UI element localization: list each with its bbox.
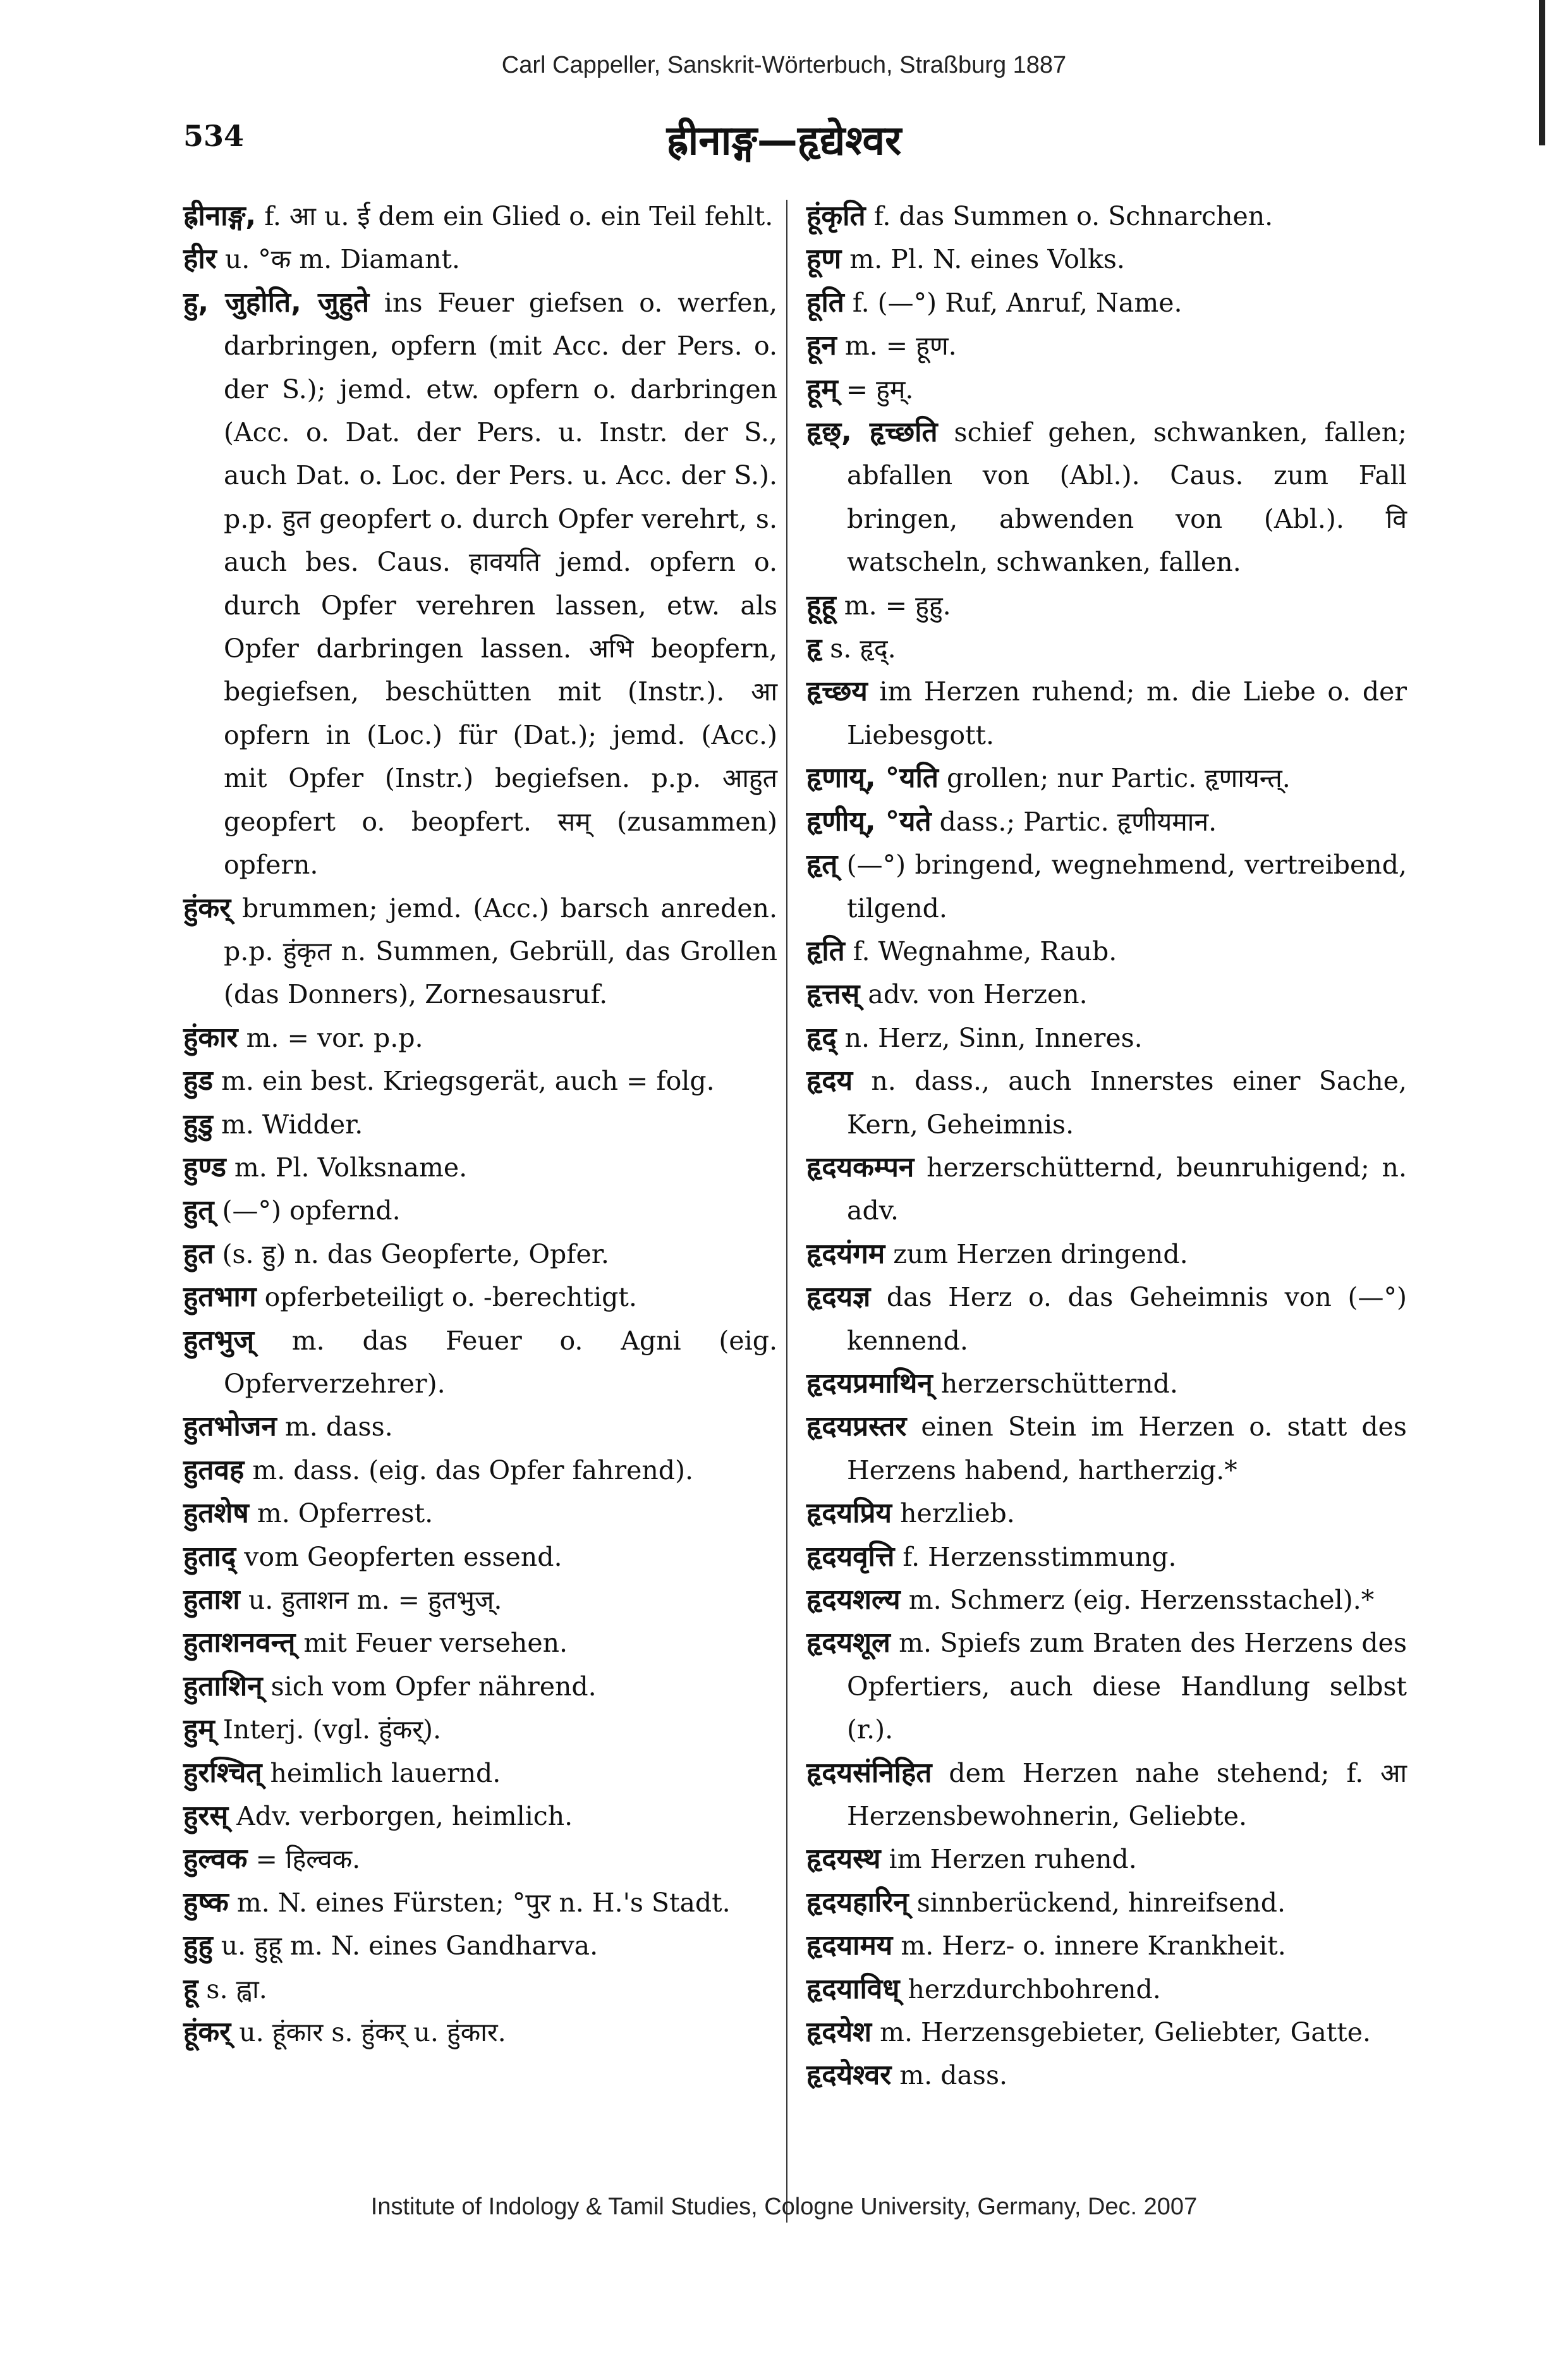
dictionary-entry xyxy=(806,973,1407,1016)
entry-definition: m. Schmerz (eig. Herzensstachel).* xyxy=(908,1585,1375,1615)
dictionary-entry xyxy=(183,1492,777,1535)
entry-definition: = हिल्वक. xyxy=(255,1844,361,1875)
entry-headword: हू xyxy=(183,1972,198,2005)
entry-headword: हृदय xyxy=(806,1065,853,1097)
dictionary-entry xyxy=(806,2054,1407,2097)
entry-headword: हृदयशल्य xyxy=(806,1583,901,1616)
dictionary-entry xyxy=(806,1362,1407,1405)
dictionary-entry xyxy=(183,1881,777,1924)
entry-definition: im Herzen ruhend. xyxy=(889,1844,1137,1875)
dictionary-entry xyxy=(806,1881,1407,1924)
entry-headword: हुतशेष xyxy=(183,1497,249,1530)
header-credit: Carl Cappeller, Sanskrit-Wörterbuch, Straßburg 1887 xyxy=(501,52,1067,78)
entry-headword: हुतभुज् xyxy=(183,1324,255,1357)
entry-definition: m. dass. xyxy=(899,2060,1008,2091)
dictionary-entry xyxy=(183,238,777,281)
entry-definition: einen Stein im Herzen o. statt des Herzens habend, hartherzig.* xyxy=(847,1412,1407,1486)
entry-headword: हुत् xyxy=(183,1194,214,1227)
entry-headword: हुतभाग xyxy=(183,1281,257,1314)
entry-headword: हुष्क xyxy=(183,1886,229,1919)
entry-headword: हूंकृति xyxy=(806,200,866,232)
dictionary-entry xyxy=(183,281,777,887)
dictionary-entry xyxy=(806,1924,1407,1967)
entry-definition: f. das Summen o. Schnarchen. xyxy=(873,201,1273,231)
entry-definition: m. Herz- o. innere Krankheit. xyxy=(901,1931,1286,1961)
entry-definition: f. Wegnahme, Raub. xyxy=(853,936,1117,967)
dictionary-entry xyxy=(183,1838,777,1881)
entry-headword: हृदयहारिन् xyxy=(806,1886,909,1919)
entry-definition: s. ह्वा. xyxy=(206,1974,267,2004)
dictionary-entry xyxy=(183,1146,777,1189)
entry-definition: n. dass., auch Innerstes einer Sache, Kern, Geheimnis. xyxy=(847,1066,1407,1140)
entry-definition: sich vom Opfer nährend. xyxy=(270,1671,597,1702)
dictionary-entry xyxy=(806,195,1407,238)
entry-definition: zum Herzen dringend. xyxy=(893,1238,1188,1269)
entry-headword: हृद् xyxy=(806,1021,837,1054)
entry-headword: हुण्ड xyxy=(183,1150,226,1183)
entry-headword: हृदयस्थ xyxy=(806,1843,881,1876)
entry-headword: हु, जुहोति, जुहुते xyxy=(183,286,370,319)
running-head: ह्रीनाङ्ग—हृद्येश्वर xyxy=(666,118,902,164)
entry-definition: m. dass. xyxy=(284,1412,393,1443)
entry-headword: हृदयप्रस्तर xyxy=(806,1410,907,1443)
entry-headword: हूहू xyxy=(806,589,836,621)
entry-definition: u. हुहू m. N. eines Gandharva. xyxy=(221,1931,599,1961)
column-divider xyxy=(786,200,787,2223)
entry-headword: हुताश xyxy=(183,1583,240,1616)
dictionary-entry xyxy=(806,1059,1407,1146)
entry-definition: m. das Feuer o. Agni (eig. Opferverzehrer). xyxy=(224,1325,777,1399)
entry-headword: हृत्तस् xyxy=(806,978,860,1011)
dictionary-entry xyxy=(806,627,1407,670)
dictionary-entry xyxy=(806,757,1407,800)
entry-definition: brummen; jemd. (Acc.) barsch anreden. p.p. हुंकृत n. Summen, Gebrüll, das Grollen (das Donners), Zornesausruf. xyxy=(224,893,777,1010)
page-number: 534 xyxy=(183,119,245,153)
entry-headword: हृदयकम्पन xyxy=(806,1150,915,1183)
entry-definition: opferbeteiligt o. -berechtigt. xyxy=(264,1282,637,1313)
entry-definition: m. Pl. Volksname. xyxy=(234,1152,468,1183)
entry-headword: हुंकर् xyxy=(183,891,231,924)
entry-definition: mit Feuer versehen. xyxy=(303,1628,568,1659)
dictionary-entry xyxy=(806,1276,1407,1362)
entry-headword: हुहु xyxy=(183,1929,213,1962)
dictionary-entry xyxy=(806,800,1407,843)
dictionary-entry xyxy=(183,1795,777,1838)
entry-definition: n. Herz, Sinn, Inneres. xyxy=(844,1022,1143,1053)
entry-definition: (s. हु) n. das Geopferte, Opfer. xyxy=(222,1238,609,1269)
entry-headword: हुडु xyxy=(183,1107,213,1140)
dictionary-entry xyxy=(183,1449,777,1492)
entry-definition: m. Pl. N. eines Volks. xyxy=(849,244,1125,275)
entry-headword: हृदयशूल xyxy=(806,1626,890,1659)
dictionary-entry xyxy=(806,368,1407,411)
dictionary-entry xyxy=(806,1146,1407,1233)
entry-definition: Adv. verborgen, heimlich. xyxy=(236,1801,573,1832)
right-column xyxy=(806,195,1407,2097)
dictionary-entry xyxy=(806,1621,1407,1751)
entry-definition: m. Opferrest. xyxy=(257,1498,434,1529)
entry-headword: हृदयसंनिहित xyxy=(806,1756,932,1789)
entry-definition: herzdurchbohrend. xyxy=(908,1974,1161,2004)
dictionary-entry xyxy=(183,1016,777,1059)
entry-definition: m. = हुहु. xyxy=(844,590,951,621)
entry-definition: m. Widder. xyxy=(221,1109,363,1140)
entry-definition: das Herz o. das Geheimnis von (—°) kennend. xyxy=(847,1282,1407,1356)
entry-headword: हृति xyxy=(806,934,845,967)
entry-headword: हृदयेश्वर xyxy=(806,2059,892,2092)
dictionary-entry xyxy=(183,195,777,238)
entry-headword: हृदयप्रिय xyxy=(806,1497,892,1530)
dictionary-entry xyxy=(183,1708,777,1751)
dictionary-entry xyxy=(806,1405,1407,1492)
entry-definition: f. (—°) Ruf, Anruf, Name. xyxy=(852,287,1182,318)
dictionary-entry xyxy=(183,1924,777,1967)
dictionary-entry xyxy=(183,1276,777,1319)
entry-headword: हृणाय्, °यति xyxy=(806,762,939,795)
dictionary-entry xyxy=(183,1319,777,1406)
entry-headword: हुतवह xyxy=(183,1453,245,1486)
entry-headword: हुतभोजन xyxy=(183,1410,277,1443)
entry-headword: हुताद् xyxy=(183,1540,236,1573)
dictionary-entry xyxy=(806,1016,1407,1059)
entry-definition: dem Herzen nahe stehend; f. आ Herzensbewohnerin, Geliebte. xyxy=(847,1757,1407,1832)
entry-definition: ins Feuer giefsen o. werfen, darbringen, opfern (mit Acc. der Pers. o. der S.); jemd. etw. opfern o. darbringen (Acc. o. Dat. der Pers. u. Instr. der S., auch Dat. o. Loc. der Pers. u. Acc. der S.). p.p. हुत geopfert o. durch Opfer verehrt, s. auch bes. Caus. हावयति jemd. opfern o. durch Opfer verehren lassen, etw. als Opfer darbringen lassen. अभि beopfern, begiefsen, beschütten mit (Instr.). आ opfern in (Loc.) für (Dat.); jemd. (Acc.) mit Opfer (Instr.) begiefsen. p.p. आहुत geopfert o. beopfert. सम् (zusammen) opfern. xyxy=(224,287,777,881)
entry-definition: m. Herzensgebieter, Geliebter, Gatte. xyxy=(880,2017,1371,2048)
footer-credit: Institute of Indology & Tamil Studies, Cologne University, Germany, Dec. 2007 xyxy=(370,2193,1198,2220)
entry-definition: f. Herzensstimmung. xyxy=(903,1541,1177,1572)
dictionary-entry xyxy=(183,1665,777,1708)
entry-headword: हृदयप्रमाथिन् xyxy=(806,1367,933,1400)
entry-definition: m. = हूण. xyxy=(844,331,957,362)
entry-headword: हुताशिन् xyxy=(183,1669,263,1702)
entry-headword: हुताशनवन्त् xyxy=(183,1626,296,1659)
dictionary-entry xyxy=(806,1752,1407,1838)
entry-definition: adv. von Herzen. xyxy=(868,979,1088,1010)
entry-definition: im Herzen ruhend; m. die Liebe o. der Liebesgott. xyxy=(847,676,1407,750)
entry-headword: हृदयेश xyxy=(806,2016,872,2049)
entry-definition: Interj. (vgl. हुंकर्). xyxy=(222,1714,442,1745)
entry-definition: u. हूंकार s. हुंकर् u. हुंकार. xyxy=(239,2017,506,2048)
entry-headword: हीर xyxy=(183,243,217,276)
dictionary-entry xyxy=(806,281,1407,324)
entry-definition: (—°) opfernd. xyxy=(222,1195,401,1226)
dictionary-entry xyxy=(806,238,1407,281)
entry-definition: s. हृद्. xyxy=(830,633,896,664)
entry-headword: हृदयवृत्ति xyxy=(806,1540,895,1573)
dictionary-entry xyxy=(183,1059,777,1102)
entry-definition: f. आ u. ई dem ein Glied o. ein Teil fehlt. xyxy=(264,201,774,231)
entry-definition: m. Spiefs zum Braten des Herzens des Opfertiers, auch diese Handlung selbst (r.). xyxy=(847,1628,1407,1745)
dictionary-entry xyxy=(806,2011,1407,2054)
entry-headword: हून xyxy=(806,329,837,362)
left-column xyxy=(183,195,777,2054)
entry-definition: (—°) bringend, wegnehmend, vertreibend, tilgend. xyxy=(846,850,1407,924)
entry-headword: हुंकार xyxy=(183,1021,238,1054)
dictionary-entry xyxy=(183,1189,777,1232)
dictionary-entry xyxy=(806,930,1407,973)
entry-definition: m. = vor. p.p. xyxy=(246,1022,423,1053)
entry-definition: vom Geopferten essend. xyxy=(244,1541,562,1572)
entry-definition: herzlieb. xyxy=(900,1498,1015,1529)
entry-headword: हृच्छय xyxy=(806,675,868,708)
entry-headword: हूम् xyxy=(806,372,838,405)
dictionary-entry xyxy=(806,1968,1407,2011)
entry-definition: = हुम्. xyxy=(846,374,914,405)
entry-headword: हुम् xyxy=(183,1713,215,1746)
entry-headword: हृदयाविध् xyxy=(806,1972,900,2005)
entry-headword: हृछ्, हृच्छति xyxy=(806,416,938,449)
entry-headword: हुत xyxy=(183,1237,214,1270)
entry-definition: u. हुताशन m. = हुतभुज्. xyxy=(248,1585,502,1615)
dictionary-entry xyxy=(183,1233,777,1276)
entry-headword: हूण xyxy=(806,243,842,276)
entry-definition: m. dass. (eig. das Opfer fahrend). xyxy=(252,1455,694,1486)
entry-headword: हृदयज्ञ xyxy=(806,1281,871,1314)
entry-headword: हुरस् xyxy=(183,1800,229,1833)
dictionary-entry xyxy=(183,1103,777,1146)
dictionary-entry xyxy=(183,1752,777,1795)
entry-headword: हुरश्चित् xyxy=(183,1756,262,1789)
entry-headword: ह्रीनाङ्ग, xyxy=(183,200,257,232)
dictionary-entry xyxy=(806,411,1407,584)
dictionary-entry xyxy=(806,1233,1407,1276)
dictionary-entry xyxy=(806,843,1407,930)
dictionary-entry xyxy=(183,1535,777,1578)
dictionary-entry xyxy=(183,887,777,1016)
dictionary-entry xyxy=(806,1535,1407,1578)
dictionary-entry xyxy=(806,324,1407,367)
entry-headword: हृणीय्, °यते xyxy=(806,805,932,838)
dictionary-entry xyxy=(806,1492,1407,1535)
entry-definition: heimlich lauernd. xyxy=(270,1757,501,1788)
dictionary-entry xyxy=(806,670,1407,757)
entry-definition: herzerschütternd, beunruhigend; n. adv. xyxy=(847,1152,1407,1226)
dictionary-entry xyxy=(183,1405,777,1448)
entry-headword: हृ xyxy=(806,632,822,665)
entry-headword: हूति xyxy=(806,286,844,319)
entry-definition: dass.; Partic. हृणीयमान. xyxy=(939,806,1217,837)
entry-headword: हुड xyxy=(183,1065,213,1097)
entry-definition: grollen; nur Partic. हृणायन्त्. xyxy=(947,763,1291,794)
dictionary-entry xyxy=(183,1578,777,1621)
entry-headword: हृत् xyxy=(806,848,838,881)
dictionary-entry xyxy=(806,1578,1407,1621)
entry-definition: schief gehen, schwanken, fallen; abfallen von (Abl.). Caus. zum Fall bringen, abwenden von (Abl.). वि watscheln, schwanken, fallen. xyxy=(847,417,1407,578)
dictionary-entry xyxy=(806,1838,1407,1881)
entry-definition: sinnberückend, hinreifsend. xyxy=(916,1887,1286,1918)
entry-headword: हृदयामय xyxy=(806,1929,893,1962)
entry-headword: हुल्वक xyxy=(183,1843,248,1876)
dictionary-entry xyxy=(806,584,1407,627)
entry-definition: m. N. eines Fürsten; °पुर n. H.'s Stadt. xyxy=(236,1887,731,1918)
entry-headword: हृदयंगम xyxy=(806,1237,885,1270)
dictionary-entry xyxy=(183,1621,777,1664)
entry-definition: herzerschütternd. xyxy=(940,1368,1178,1399)
dictionary-entry xyxy=(183,1968,777,2011)
entry-definition: m. ein best. Kriegsgerät, auch = folg. xyxy=(221,1066,715,1097)
entry-headword: हूंकर् xyxy=(183,2016,231,2049)
dictionary-entry xyxy=(183,2011,777,2054)
entry-definition: u. °क m. Diamant. xyxy=(224,244,460,275)
